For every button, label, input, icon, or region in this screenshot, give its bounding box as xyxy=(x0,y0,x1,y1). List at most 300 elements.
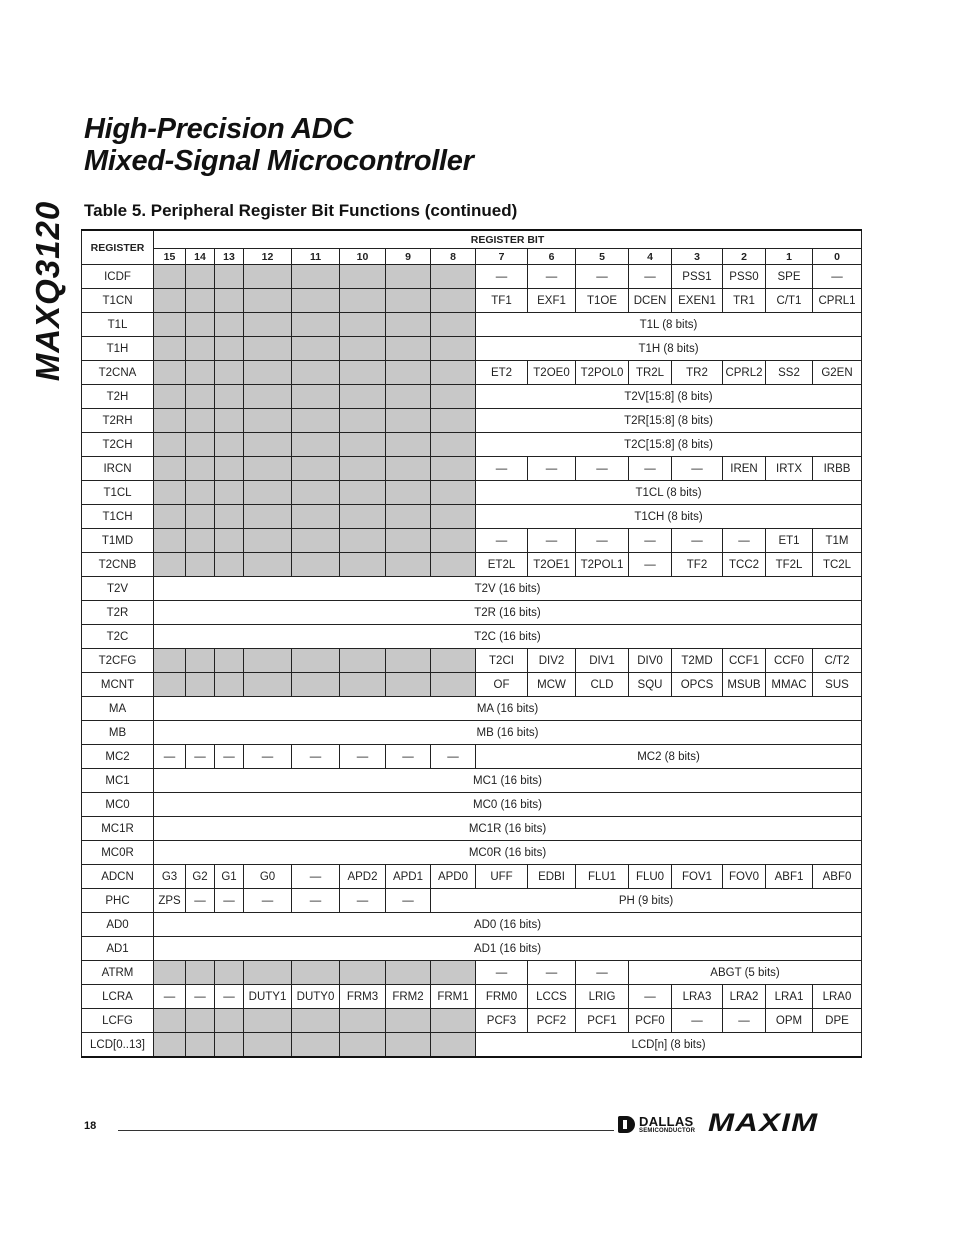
unused-bit-cell xyxy=(292,1009,340,1033)
unused-bit-cell xyxy=(386,481,431,505)
unused-bit-cell xyxy=(154,649,186,673)
bit-cell: LRA0 xyxy=(813,985,862,1009)
bit-cell: — xyxy=(576,961,629,985)
unused-bit-cell xyxy=(340,409,386,433)
bit-cell: — xyxy=(215,745,244,769)
bit-cell: — xyxy=(576,265,629,289)
unused-bit-cell xyxy=(244,961,292,985)
table-row xyxy=(82,889,862,913)
bit-cell: EXEN1 xyxy=(672,289,723,313)
unused-bit-cell xyxy=(244,553,292,577)
bit-field-cell: MA (16 bits) xyxy=(154,697,862,721)
bit-cell: FRM0 xyxy=(476,985,528,1009)
bit-cell: TR1 xyxy=(723,289,766,313)
bit-cell: OPCS xyxy=(672,673,723,697)
unused-bit-cell xyxy=(386,1009,431,1033)
bit-header-6: 6 xyxy=(528,249,576,265)
side-part-number-text: MAXQ3120 xyxy=(29,200,66,382)
bit-field-cell: T2R (16 bits) xyxy=(154,601,862,625)
bit-header-1: 1 xyxy=(766,249,813,265)
table-row xyxy=(82,961,862,985)
unused-bit-cell xyxy=(386,529,431,553)
bit-cell: FRM3 xyxy=(340,985,386,1009)
bit-cell: — xyxy=(672,529,723,553)
unused-bit-cell xyxy=(244,337,292,361)
bit-cell: G3 xyxy=(154,865,186,889)
unused-bit-cell xyxy=(215,457,244,481)
unused-bit-cell xyxy=(292,1033,340,1058)
unused-bit-cell xyxy=(340,265,386,289)
bit-cell: — xyxy=(476,961,528,985)
bit-cell: — xyxy=(576,457,629,481)
register-name: MC0 xyxy=(82,793,154,817)
page-title xyxy=(84,113,474,177)
bit-cell: CCF1 xyxy=(723,649,766,673)
table-row xyxy=(82,337,862,361)
unused-bit-cell xyxy=(186,313,215,337)
unused-bit-cell xyxy=(186,961,215,985)
unused-bit-cell xyxy=(215,673,244,697)
unused-bit-cell xyxy=(340,553,386,577)
unused-bit-cell xyxy=(292,361,340,385)
bit-field-cell: MC0R (16 bits) xyxy=(154,841,862,865)
register-name: T1L xyxy=(82,313,154,337)
bit-cell: PSS0 xyxy=(723,265,766,289)
side-part-number xyxy=(22,196,74,386)
header-row-1 xyxy=(82,230,862,249)
bit-cell: — xyxy=(528,529,576,553)
bit-cell: — xyxy=(723,529,766,553)
register-name: MC2 xyxy=(82,745,154,769)
bit-header-15: 15 xyxy=(154,249,186,265)
bit-cell: PCF1 xyxy=(576,1009,629,1033)
register-name: MA xyxy=(82,697,154,721)
bit-field-cell: PH (9 bits) xyxy=(431,889,862,913)
bit-cell: T2CI xyxy=(476,649,528,673)
unused-bit-cell xyxy=(215,313,244,337)
unused-bit-cell xyxy=(340,289,386,313)
bit-cell: — xyxy=(292,745,340,769)
unused-bit-cell xyxy=(386,1033,431,1058)
table-row xyxy=(82,1009,862,1033)
bit-cell: LRA3 xyxy=(672,985,723,1009)
bit-cell: — xyxy=(244,745,292,769)
table-row xyxy=(82,937,862,961)
bit-cell: — xyxy=(576,529,629,553)
bit-cell: G2 xyxy=(186,865,215,889)
bit-field-cell: AD0 (16 bits) xyxy=(154,913,862,937)
unused-bit-cell xyxy=(244,385,292,409)
bit-field-cell: T1H (8 bits) xyxy=(476,337,862,361)
bit-header-7: 7 xyxy=(476,249,528,265)
unused-bit-cell xyxy=(154,265,186,289)
unused-bit-cell xyxy=(244,505,292,529)
unused-bit-cell xyxy=(292,337,340,361)
bit-cell: PCF3 xyxy=(476,1009,528,1033)
unused-bit-cell xyxy=(292,289,340,313)
bit-field-cell: LCD[n] (8 bits) xyxy=(476,1033,862,1058)
bit-field-cell: MB (16 bits) xyxy=(154,721,862,745)
bit-cell: — xyxy=(528,265,576,289)
bit-cell: LRIG xyxy=(576,985,629,1009)
unused-bit-cell xyxy=(186,1009,215,1033)
unused-bit-cell xyxy=(215,529,244,553)
bit-header-8: 8 xyxy=(431,249,476,265)
bit-cell: — xyxy=(244,889,292,913)
bit-cell: UFF xyxy=(476,865,528,889)
unused-bit-cell xyxy=(292,673,340,697)
title-line-1: High-Precision ADC xyxy=(84,113,354,145)
register-name: T2CNA xyxy=(82,361,154,385)
unused-bit-cell xyxy=(340,961,386,985)
unused-bit-cell xyxy=(215,433,244,457)
bit-cell: T2POL0 xyxy=(576,361,629,385)
bit-cell: — xyxy=(723,1009,766,1033)
bit-cell: CLD xyxy=(576,673,629,697)
bit-cell: PCF2 xyxy=(528,1009,576,1033)
bit-cell: FRM1 xyxy=(431,985,476,1009)
bit-cell: IRBB xyxy=(813,457,862,481)
bit-cell: DUTY0 xyxy=(292,985,340,1009)
bit-field-cell: MC1 (16 bits) xyxy=(154,769,862,793)
unused-bit-cell xyxy=(431,265,476,289)
bit-cell: LRA1 xyxy=(766,985,813,1009)
bit-cell: — xyxy=(154,745,186,769)
unused-bit-cell xyxy=(431,481,476,505)
unused-bit-cell xyxy=(244,457,292,481)
unused-bit-cell xyxy=(292,961,340,985)
unused-bit-cell xyxy=(186,481,215,505)
bit-cell: CPRL2 xyxy=(723,361,766,385)
bit-cell: — xyxy=(292,865,340,889)
bit-field-cell: T2C (16 bits) xyxy=(154,625,862,649)
bit-cell: ET1 xyxy=(766,529,813,553)
bit-cell: EDBI xyxy=(528,865,576,889)
unused-bit-cell xyxy=(386,361,431,385)
unused-bit-cell xyxy=(292,265,340,289)
unused-bit-cell xyxy=(154,433,186,457)
unused-bit-cell xyxy=(386,649,431,673)
bit-field-cell: MC2 (8 bits) xyxy=(476,745,862,769)
unused-bit-cell xyxy=(154,385,186,409)
bit-cell: — xyxy=(629,457,672,481)
unused-bit-cell xyxy=(340,481,386,505)
bit-field-cell: T1CH (8 bits) xyxy=(476,505,862,529)
bit-cell: APD2 xyxy=(340,865,386,889)
table-row xyxy=(82,481,862,505)
register-name: AD1 xyxy=(82,937,154,961)
bit-field-cell: AD1 (16 bits) xyxy=(154,937,862,961)
unused-bit-cell xyxy=(340,457,386,481)
bit-cell: DPE xyxy=(813,1009,862,1033)
unused-bit-cell xyxy=(340,673,386,697)
unused-bit-cell xyxy=(386,409,431,433)
bit-field-cell: MC0 (16 bits) xyxy=(154,793,862,817)
bit-cell: G1 xyxy=(215,865,244,889)
bit-header-3: 3 xyxy=(672,249,723,265)
bit-header-10: 10 xyxy=(340,249,386,265)
bit-cell: FOV1 xyxy=(672,865,723,889)
bit-cell: T2MD xyxy=(672,649,723,673)
unused-bit-cell xyxy=(244,481,292,505)
bit-cell: MSUB xyxy=(723,673,766,697)
unused-bit-cell xyxy=(292,313,340,337)
bit-cell: — xyxy=(215,985,244,1009)
bit-cell: — xyxy=(431,745,476,769)
bit-cell: DIV1 xyxy=(576,649,629,673)
unused-bit-cell xyxy=(386,289,431,313)
table-row xyxy=(82,985,862,1009)
unused-bit-cell xyxy=(244,673,292,697)
register-column-header: REGISTER xyxy=(82,230,154,265)
table-row xyxy=(82,625,862,649)
unused-bit-cell xyxy=(292,481,340,505)
unused-bit-cell xyxy=(431,961,476,985)
bit-cell: T1OE xyxy=(576,289,629,313)
unused-bit-cell xyxy=(386,433,431,457)
bit-cell: LCCS xyxy=(528,985,576,1009)
bit-cell: DIV2 xyxy=(528,649,576,673)
unused-bit-cell xyxy=(431,553,476,577)
bit-cell: C/T1 xyxy=(766,289,813,313)
register-name: T1MD xyxy=(82,529,154,553)
bit-cell: — xyxy=(528,457,576,481)
register-name: T2R xyxy=(82,601,154,625)
register-bit-header: REGISTER BIT xyxy=(154,230,862,249)
unused-bit-cell xyxy=(186,673,215,697)
unused-bit-cell xyxy=(386,457,431,481)
table-row xyxy=(82,385,862,409)
bit-cell: — xyxy=(386,889,431,913)
register-name: IRCN xyxy=(82,457,154,481)
unused-bit-cell xyxy=(292,457,340,481)
bit-cell: TF2L xyxy=(766,553,813,577)
register-name: ATRM xyxy=(82,961,154,985)
unused-bit-cell xyxy=(215,409,244,433)
unused-bit-cell xyxy=(215,385,244,409)
unused-bit-cell xyxy=(154,553,186,577)
register-name: T2CNB xyxy=(82,553,154,577)
bit-cell: FOV0 xyxy=(723,865,766,889)
unused-bit-cell xyxy=(154,289,186,313)
table-row xyxy=(82,577,862,601)
unused-bit-cell xyxy=(292,553,340,577)
table-row xyxy=(82,841,862,865)
table-row xyxy=(82,409,862,433)
bit-header-0: 0 xyxy=(813,249,862,265)
dallas-logo-subtext: SEMICONDUCTOR xyxy=(639,1128,696,1134)
register-name: LCFG xyxy=(82,1009,154,1033)
unused-bit-cell xyxy=(186,457,215,481)
unused-bit-cell xyxy=(154,361,186,385)
register-name: LCRA xyxy=(82,985,154,1009)
bit-cell: MCW xyxy=(528,673,576,697)
table-row xyxy=(82,433,862,457)
bit-cell: — xyxy=(215,889,244,913)
register-name: T1CL xyxy=(82,481,154,505)
bit-field-cell: T2C[15:8] (8 bits) xyxy=(476,433,862,457)
unused-bit-cell xyxy=(340,1009,386,1033)
table-row xyxy=(82,673,862,697)
bit-cell: APD0 xyxy=(431,865,476,889)
unused-bit-cell xyxy=(215,265,244,289)
bit-header-12: 12 xyxy=(244,249,292,265)
unused-bit-cell xyxy=(186,265,215,289)
bit-field-cell: T1CL (8 bits) xyxy=(476,481,862,505)
bit-cell: DUTY1 xyxy=(244,985,292,1009)
unused-bit-cell xyxy=(154,1033,186,1058)
bit-cell: — xyxy=(476,529,528,553)
table-row xyxy=(82,745,862,769)
unused-bit-cell xyxy=(244,649,292,673)
unused-bit-cell xyxy=(292,433,340,457)
register-bit-table xyxy=(81,229,862,1058)
bit-header-9: 9 xyxy=(386,249,431,265)
unused-bit-cell xyxy=(154,529,186,553)
register-name: PHC xyxy=(82,889,154,913)
unused-bit-cell xyxy=(215,481,244,505)
unused-bit-cell xyxy=(244,433,292,457)
unused-bit-cell xyxy=(386,505,431,529)
table-row xyxy=(82,817,862,841)
unused-bit-cell xyxy=(292,529,340,553)
unused-bit-cell xyxy=(431,673,476,697)
table-row xyxy=(82,601,862,625)
bit-cell: — xyxy=(186,745,215,769)
bit-cell: — xyxy=(672,1009,723,1033)
unused-bit-cell xyxy=(292,409,340,433)
unused-bit-cell xyxy=(215,649,244,673)
unused-bit-cell xyxy=(215,961,244,985)
unused-bit-cell xyxy=(340,505,386,529)
unused-bit-cell xyxy=(215,1009,244,1033)
bit-cell: FLU0 xyxy=(629,865,672,889)
unused-bit-cell xyxy=(215,1033,244,1058)
register-name: AD0 xyxy=(82,913,154,937)
bit-header-5: 5 xyxy=(576,249,629,265)
unused-bit-cell xyxy=(386,673,431,697)
bit-header-11: 11 xyxy=(292,249,340,265)
register-name: T1H xyxy=(82,337,154,361)
bit-cell: LRA2 xyxy=(723,985,766,1009)
bit-cell: TR2 xyxy=(672,361,723,385)
register-name: ADCN xyxy=(82,865,154,889)
bit-cell: FRM2 xyxy=(386,985,431,1009)
unused-bit-cell xyxy=(431,433,476,457)
register-name: T2H xyxy=(82,385,154,409)
register-name: MC0R xyxy=(82,841,154,865)
bit-field-cell: ABGT (5 bits) xyxy=(629,961,862,985)
table-row xyxy=(82,313,862,337)
unused-bit-cell xyxy=(244,361,292,385)
bit-cell: — xyxy=(186,985,215,1009)
unused-bit-cell xyxy=(340,313,386,337)
bit-header-14: 14 xyxy=(186,249,215,265)
bit-cell: — xyxy=(672,457,723,481)
table-row xyxy=(82,265,862,289)
unused-bit-cell xyxy=(186,385,215,409)
unused-bit-cell xyxy=(431,385,476,409)
register-name: MC1 xyxy=(82,769,154,793)
dallas-logo-text: DALLAS xyxy=(639,1114,694,1129)
bit-cell: — xyxy=(476,265,528,289)
maxim-logo: MAXIM xyxy=(708,1109,819,1137)
bit-cell: ET2L xyxy=(476,553,528,577)
unused-bit-cell xyxy=(431,313,476,337)
bit-field-cell: T2R[15:8] (8 bits) xyxy=(476,409,862,433)
bit-cell: — xyxy=(386,745,431,769)
bit-cell: TF2 xyxy=(672,553,723,577)
register-name: T2C xyxy=(82,625,154,649)
title-line-2: Mixed-Signal Microcontroller xyxy=(84,145,474,177)
unused-bit-cell xyxy=(340,337,386,361)
unused-bit-cell xyxy=(292,649,340,673)
bit-cell: T2OE1 xyxy=(528,553,576,577)
table-row xyxy=(82,289,862,313)
bit-cell: G2EN xyxy=(813,361,862,385)
unused-bit-cell xyxy=(215,505,244,529)
unused-bit-cell xyxy=(215,361,244,385)
bit-header-13: 13 xyxy=(215,249,244,265)
bit-cell: — xyxy=(629,529,672,553)
unused-bit-cell xyxy=(244,529,292,553)
unused-bit-cell xyxy=(292,385,340,409)
bit-cell: — xyxy=(476,457,528,481)
unused-bit-cell xyxy=(215,289,244,313)
bit-cell: MMAC xyxy=(766,673,813,697)
register-name: MB xyxy=(82,721,154,745)
bit-cell: CPRL1 xyxy=(813,289,862,313)
unused-bit-cell xyxy=(186,649,215,673)
bit-field-cell: T2V (16 bits) xyxy=(154,577,862,601)
register-name: T1CN xyxy=(82,289,154,313)
bit-cell: PCF0 xyxy=(629,1009,672,1033)
unused-bit-cell xyxy=(292,505,340,529)
unused-bit-cell xyxy=(154,481,186,505)
unused-bit-cell xyxy=(154,409,186,433)
bit-number-row xyxy=(82,249,862,265)
unused-bit-cell xyxy=(186,361,215,385)
unused-bit-cell xyxy=(431,361,476,385)
bit-cell: EXF1 xyxy=(528,289,576,313)
unused-bit-cell xyxy=(386,961,431,985)
bit-cell: IRTX xyxy=(766,457,813,481)
unused-bit-cell xyxy=(431,1033,476,1058)
unused-bit-cell xyxy=(431,649,476,673)
unused-bit-cell xyxy=(154,673,186,697)
unused-bit-cell xyxy=(154,457,186,481)
bit-cell: T1M xyxy=(813,529,862,553)
table-row xyxy=(82,865,862,889)
unused-bit-cell xyxy=(340,649,386,673)
register-name: ICDF xyxy=(82,265,154,289)
page-number: 18 xyxy=(84,1120,97,1132)
bit-cell: — xyxy=(629,985,672,1009)
unused-bit-cell xyxy=(244,289,292,313)
table-row xyxy=(82,913,862,937)
unused-bit-cell xyxy=(386,313,431,337)
register-name: T1CH xyxy=(82,505,154,529)
unused-bit-cell xyxy=(244,1033,292,1058)
bit-cell: — xyxy=(629,265,672,289)
unused-bit-cell xyxy=(340,385,386,409)
footer-rule xyxy=(118,1130,614,1131)
unused-bit-cell xyxy=(340,361,386,385)
table-row xyxy=(82,721,862,745)
register-name: MC1R xyxy=(82,817,154,841)
table-row xyxy=(82,769,862,793)
bit-cell: FLU1 xyxy=(576,865,629,889)
